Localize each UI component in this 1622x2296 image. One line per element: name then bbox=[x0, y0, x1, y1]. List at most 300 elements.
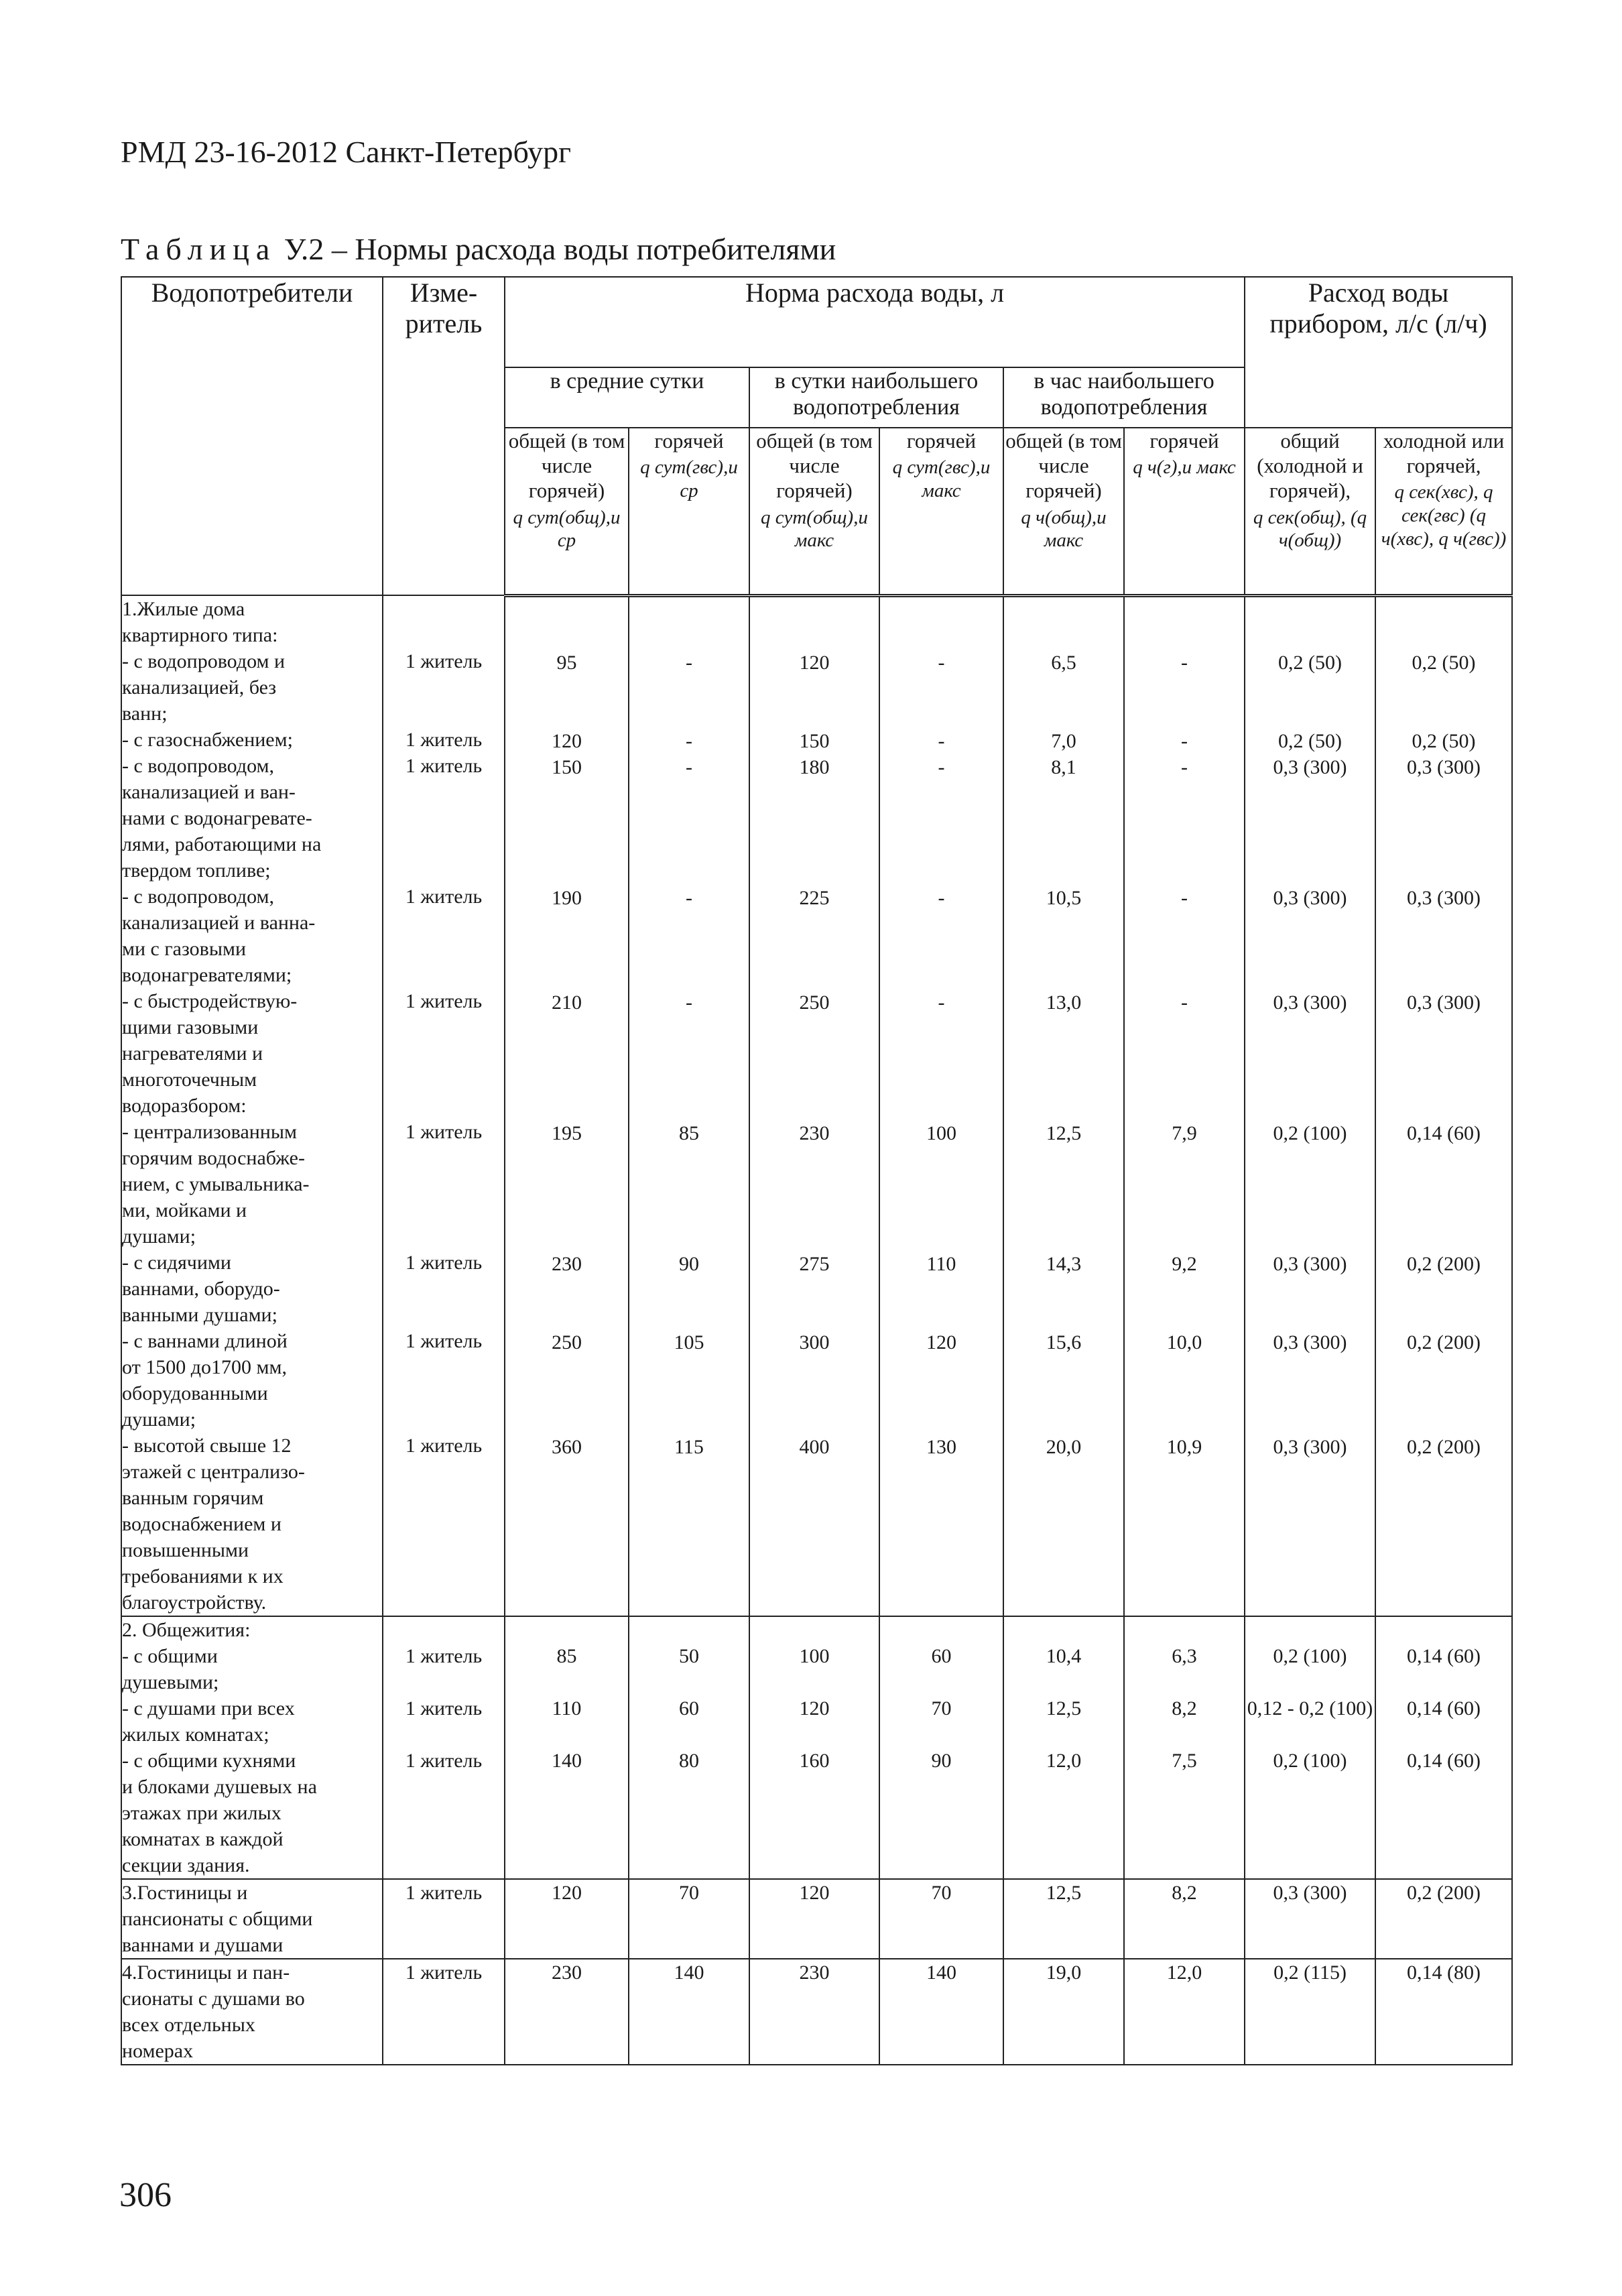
spacer bbox=[1245, 1355, 1375, 1434]
spacer bbox=[1376, 1146, 1511, 1251]
norm-value: 8,2 bbox=[1172, 1882, 1197, 1904]
norm-value: 230 bbox=[552, 1252, 582, 1275]
value-cell bbox=[1124, 595, 1245, 1616]
spacer bbox=[750, 1669, 879, 1695]
spacer bbox=[1125, 1617, 1244, 1643]
spacer bbox=[1245, 676, 1375, 728]
spacer bbox=[383, 1145, 504, 1250]
norm-value: 95 bbox=[556, 651, 577, 674]
consumer-line: этажах при жилых bbox=[122, 1802, 282, 1824]
spacer bbox=[750, 1721, 879, 1748]
norm-value: 80 bbox=[679, 1750, 699, 1772]
value-cell bbox=[1124, 1959, 1245, 2065]
norm-value: 0,2 (200) bbox=[1407, 1435, 1481, 1458]
spacer bbox=[1125, 780, 1244, 885]
spacer bbox=[1004, 1277, 1123, 1329]
spacer bbox=[750, 676, 879, 728]
norm-value: - bbox=[1181, 729, 1188, 752]
consumer-line: водонагревателями; bbox=[122, 964, 292, 986]
value-cell bbox=[879, 595, 1003, 1616]
norm-value: - bbox=[686, 729, 692, 752]
norm-value: - bbox=[1181, 756, 1188, 778]
sym-hour-hot: q ч(г),u макс bbox=[1133, 457, 1236, 479]
meter-value: 1 житель bbox=[405, 990, 483, 1012]
consumer-line: - высотой свыше 12 bbox=[122, 1435, 292, 1457]
norm-value: - bbox=[938, 756, 945, 778]
spacer bbox=[1245, 1617, 1375, 1643]
norm-value: - bbox=[938, 991, 945, 1014]
spacer bbox=[880, 1721, 1003, 1748]
consumer-line: секции здания. bbox=[122, 1854, 250, 1876]
norm-value: 70 bbox=[679, 1882, 699, 1904]
norm-value: 230 bbox=[799, 1122, 830, 1144]
spacer bbox=[505, 1277, 628, 1329]
norm-value: - bbox=[1181, 991, 1188, 1014]
spacer bbox=[505, 1721, 628, 1748]
meter-cell bbox=[383, 595, 505, 1616]
spacer bbox=[750, 597, 879, 650]
norm-value: 0,14 (80) bbox=[1407, 1961, 1481, 1984]
table-body bbox=[121, 595, 1512, 2065]
consumer-line: лями, работающими на bbox=[122, 833, 322, 855]
spacer bbox=[383, 779, 504, 884]
norm-value: 0,3 (300) bbox=[1273, 991, 1347, 1014]
spacer bbox=[1376, 1617, 1511, 1643]
value-cell bbox=[1124, 1616, 1245, 1879]
norm-value: 15,6 bbox=[1046, 1331, 1082, 1353]
col-device-group: Расход воды прибором, л/с (л/ч) bbox=[1245, 277, 1512, 428]
spacer bbox=[880, 1146, 1003, 1251]
consumer-line: душами; bbox=[122, 1225, 196, 1248]
sym-maxday-hot: q сут(гвс),u макс bbox=[892, 457, 991, 501]
spacer bbox=[1245, 1146, 1375, 1251]
norm-value: 19,0 bbox=[1046, 1961, 1082, 1984]
norm-value: 105 bbox=[674, 1331, 704, 1353]
value-cell bbox=[1375, 1959, 1512, 2065]
norm-value: 0,3 (300) bbox=[1273, 1331, 1347, 1353]
spacer bbox=[1245, 1277, 1375, 1329]
spacer bbox=[629, 911, 749, 989]
norm-value: 0,14 (60) bbox=[1407, 1645, 1481, 1667]
value-cell bbox=[1375, 1616, 1512, 1879]
norm-value: 360 bbox=[552, 1435, 582, 1458]
meter-cell bbox=[383, 1616, 505, 1879]
norm-value: 210 bbox=[552, 991, 582, 1014]
consumer-line: - с водопроводом, bbox=[122, 755, 274, 777]
value-cell bbox=[1245, 1879, 1375, 1959]
norm-value: 195 bbox=[552, 1122, 582, 1144]
spacer bbox=[750, 780, 879, 885]
norm-value: 150 bbox=[799, 729, 830, 752]
spacer bbox=[505, 1016, 628, 1120]
consumer-line: горячим водоснабже- bbox=[122, 1147, 305, 1169]
spacer bbox=[750, 911, 879, 989]
col-device-total bbox=[1245, 428, 1375, 595]
col-maxday-total-label: общей (в том числе горячей) bbox=[756, 429, 873, 503]
spacer bbox=[1125, 1355, 1244, 1434]
consumer-name-cell bbox=[121, 1959, 383, 2065]
meter-value: 1 житель bbox=[405, 1961, 483, 1984]
norm-value: 0,3 (300) bbox=[1273, 1435, 1347, 1458]
consumer-line: многоточечным bbox=[122, 1069, 257, 1091]
norm-value: 130 bbox=[926, 1435, 956, 1458]
consumer-line: душами; bbox=[122, 1408, 196, 1431]
spacer bbox=[1245, 1016, 1375, 1120]
norm-value: 0,14 (60) bbox=[1407, 1750, 1481, 1772]
spacer bbox=[1004, 1016, 1123, 1120]
spacer bbox=[629, 780, 749, 885]
norm-value: - bbox=[1181, 651, 1188, 674]
norm-value: 140 bbox=[552, 1750, 582, 1772]
meter-value: 1 житель bbox=[405, 650, 483, 672]
col-maxday-total bbox=[749, 428, 879, 595]
norm-value: 50 bbox=[679, 1645, 699, 1667]
spacer bbox=[880, 1277, 1003, 1329]
norm-value: 100 bbox=[926, 1122, 956, 1144]
spacer bbox=[1245, 780, 1375, 885]
caption-label: Таблица bbox=[121, 232, 277, 266]
col-device-coldhot-label: холодной или горячей, bbox=[1383, 429, 1505, 478]
spacer bbox=[1125, 1669, 1244, 1695]
consumer-line: ваннами и душами bbox=[122, 1934, 284, 1956]
meter-value: 1 житель bbox=[405, 755, 483, 777]
spacer bbox=[1004, 1721, 1123, 1748]
spacer bbox=[1004, 676, 1123, 728]
spacer bbox=[880, 1355, 1003, 1434]
consumer-line: ми, мойками и bbox=[122, 1199, 247, 1221]
meter-value: 1 житель bbox=[405, 1435, 483, 1457]
norm-value: 13,0 bbox=[1046, 991, 1082, 1014]
spacer bbox=[1376, 1355, 1511, 1434]
spacer bbox=[383, 910, 504, 988]
spacer bbox=[383, 1617, 504, 1643]
spacer bbox=[505, 1355, 628, 1434]
consumer-line: ванными душами; bbox=[122, 1304, 277, 1326]
spacer bbox=[383, 596, 504, 648]
consumer-line: нагревателями и bbox=[122, 1042, 263, 1065]
table-row bbox=[121, 595, 1512, 1616]
norm-value: 0,2 (50) bbox=[1278, 651, 1342, 674]
norm-value: 190 bbox=[552, 886, 582, 909]
value-cell bbox=[1003, 1616, 1124, 1879]
norm-value: 230 bbox=[552, 1961, 582, 1984]
spacer bbox=[505, 676, 628, 728]
meter-value: 1 житель bbox=[405, 1882, 483, 1904]
norm-value: 0,2 (50) bbox=[1412, 729, 1476, 752]
norm-value: 0,3 (300) bbox=[1273, 756, 1347, 778]
col-hour-hot bbox=[1124, 428, 1245, 595]
value-cell bbox=[1375, 595, 1512, 1616]
consumer-name-cell bbox=[121, 1616, 383, 1879]
norm-value: 120 bbox=[799, 1697, 830, 1719]
col-device-total-label: общий (холодной и горячей), bbox=[1257, 429, 1363, 503]
spacer bbox=[1004, 911, 1123, 989]
col-avg-total-label: общей (в том числе горячей) bbox=[508, 429, 625, 503]
spacer bbox=[383, 1354, 504, 1433]
norm-value: 0,2 (100) bbox=[1273, 1645, 1347, 1667]
value-cell bbox=[749, 1616, 879, 1879]
norm-value: 250 bbox=[552, 1331, 582, 1353]
value-cell bbox=[1245, 595, 1375, 1616]
col-meter: Изме-ритель bbox=[383, 277, 505, 595]
consumer-line: - с ваннами длиной bbox=[122, 1330, 288, 1352]
meter-value: 1 житель bbox=[405, 1697, 483, 1719]
norm-value: 250 bbox=[799, 991, 830, 1014]
consumer-line: 3.Гостиницы и bbox=[122, 1882, 248, 1904]
norm-value: 70 bbox=[931, 1697, 952, 1719]
spacer bbox=[880, 676, 1003, 728]
spacer bbox=[629, 1669, 749, 1695]
norm-value: 7,0 bbox=[1051, 729, 1076, 752]
spacer bbox=[1376, 780, 1511, 885]
spacer bbox=[383, 674, 504, 727]
sym-device-total: q сек(общ), (q ч(общ)) bbox=[1253, 506, 1367, 552]
norm-value: - bbox=[938, 886, 945, 909]
value-cell bbox=[879, 1959, 1003, 2065]
norm-value: 120 bbox=[799, 1882, 830, 1904]
norm-value: 10,5 bbox=[1046, 886, 1082, 909]
spacer bbox=[505, 1146, 628, 1251]
consumer-line: душевыми; bbox=[122, 1671, 219, 1693]
consumer-line: - с быстродействую- bbox=[122, 990, 298, 1012]
norm-value: 60 bbox=[931, 1645, 952, 1667]
sym-avg-hot: q сут(гвс),u ср bbox=[640, 457, 738, 501]
col-avg-total bbox=[505, 428, 629, 595]
col-maxday-hot bbox=[879, 428, 1003, 595]
spacer bbox=[629, 1146, 749, 1251]
sym-maxday-total: q сут(общ),u макс bbox=[761, 506, 868, 552]
col-max-hour: в час наибольшего водопотребления bbox=[1003, 367, 1245, 428]
consumer-line: - с душами при всех bbox=[122, 1697, 295, 1719]
spacer bbox=[1245, 1669, 1375, 1695]
spacer bbox=[1376, 597, 1511, 650]
norm-value: 180 bbox=[799, 756, 830, 778]
consumer-line: 2. Общежития: bbox=[122, 1619, 251, 1641]
consumer-line: - с газоснабжением; bbox=[122, 729, 293, 751]
consumer-line: пансионаты с общими bbox=[122, 1908, 313, 1930]
norm-value: - bbox=[938, 651, 945, 674]
col-hour-total-label: общей (в том числе горячей) bbox=[1005, 429, 1122, 503]
spacer bbox=[1376, 1277, 1511, 1329]
norm-value: 120 bbox=[552, 729, 582, 752]
meter-value: 1 житель bbox=[405, 1252, 483, 1274]
norm-value: 6,5 bbox=[1051, 651, 1076, 674]
norm-value: 7,9 bbox=[1172, 1122, 1197, 1144]
col-consumers: Водопотребители bbox=[121, 277, 383, 595]
spacer bbox=[1125, 1721, 1244, 1748]
value-cell bbox=[629, 1959, 749, 2065]
sym-avg-total: q сут(общ),u ср bbox=[513, 506, 621, 552]
norm-value: 8,1 bbox=[1051, 756, 1076, 778]
spacer bbox=[880, 911, 1003, 989]
consumer-name-cell bbox=[121, 595, 383, 1616]
value-cell bbox=[505, 1616, 629, 1879]
meter-value: 1 житель bbox=[405, 1330, 483, 1352]
spacer bbox=[750, 1146, 879, 1251]
spacer bbox=[1376, 1721, 1511, 1748]
norm-value: 10,4 bbox=[1046, 1645, 1082, 1667]
col-maxday-hot-label: горячей bbox=[906, 429, 977, 452]
spacer bbox=[1125, 1277, 1244, 1329]
col-hour-total bbox=[1003, 428, 1124, 595]
spacer bbox=[750, 1617, 879, 1643]
consumer-line: квартирного типа: bbox=[122, 624, 278, 646]
spacer bbox=[1245, 1721, 1375, 1748]
spacer bbox=[1376, 911, 1511, 989]
norm-value: 60 bbox=[679, 1697, 699, 1719]
col-norm-group: Норма расхода воды, л bbox=[505, 277, 1245, 367]
consumer-line: номерах bbox=[122, 2040, 194, 2062]
norm-value: 140 bbox=[674, 1961, 704, 1984]
consumer-line: сионаты с душами во bbox=[122, 1988, 305, 2010]
spacer bbox=[383, 1276, 504, 1328]
norm-value: 0,3 (300) bbox=[1273, 1882, 1347, 1904]
spacer bbox=[1004, 780, 1123, 885]
meter-cell bbox=[383, 1879, 505, 1959]
value-cell bbox=[505, 595, 629, 1616]
meter-value: 1 житель bbox=[405, 1750, 483, 1772]
value-cell bbox=[749, 1879, 879, 1959]
consumer-line: ванным горячим bbox=[122, 1487, 264, 1509]
col-device-coldhot bbox=[1375, 428, 1512, 595]
page-number: 306 bbox=[119, 2176, 172, 2214]
spacer bbox=[880, 1016, 1003, 1120]
norm-value: 85 bbox=[679, 1122, 699, 1144]
consumer-line: ваннами, оборудо- bbox=[122, 1278, 280, 1300]
norm-value: 10,9 bbox=[1166, 1435, 1202, 1458]
norm-value: 14,3 bbox=[1046, 1252, 1082, 1275]
norm-value: 110 bbox=[926, 1252, 956, 1275]
value-cell bbox=[879, 1616, 1003, 1879]
col-hour-hot-label: горячей bbox=[1149, 429, 1219, 452]
norm-value: 12,0 bbox=[1046, 1750, 1082, 1772]
spacer bbox=[505, 1617, 628, 1643]
norm-value: 12,0 bbox=[1166, 1961, 1202, 1984]
spacer bbox=[1004, 1355, 1123, 1434]
norm-value: - bbox=[938, 729, 945, 752]
norm-value: 90 bbox=[679, 1252, 699, 1275]
consumer-name-cell bbox=[121, 1879, 383, 1959]
consumer-line: ванн; bbox=[122, 703, 168, 725]
consumer-line: - с сидячими bbox=[122, 1252, 231, 1274]
norm-value: 9,2 bbox=[1172, 1252, 1197, 1275]
consumer-line: благоустройству. bbox=[122, 1591, 267, 1614]
spacer bbox=[1004, 597, 1123, 650]
spacer bbox=[629, 1355, 749, 1434]
consumer-line: - с общими bbox=[122, 1645, 218, 1667]
spacer bbox=[629, 1277, 749, 1329]
spacer bbox=[1004, 1669, 1123, 1695]
consumer-line: - с водопроводом и bbox=[122, 650, 286, 672]
norm-value: 0,3 (300) bbox=[1273, 886, 1347, 909]
consumer-line: 4.Гостиницы и пан- bbox=[122, 1961, 290, 1984]
norm-value: 0,2 (115) bbox=[1273, 1961, 1347, 1984]
norm-value: 150 bbox=[552, 756, 582, 778]
spacer bbox=[383, 1669, 504, 1695]
norm-value: 12,5 bbox=[1046, 1122, 1082, 1144]
norm-value: 230 bbox=[799, 1961, 830, 1984]
value-cell bbox=[629, 1616, 749, 1879]
norm-value: 0,2 (200) bbox=[1407, 1882, 1481, 1904]
consumer-line: от 1500 до1700 мм, bbox=[122, 1356, 287, 1378]
norm-value: 12,5 bbox=[1046, 1882, 1082, 1904]
spacer bbox=[629, 1016, 749, 1120]
norm-value: 0,2 (100) bbox=[1273, 1750, 1347, 1772]
value-cell bbox=[1245, 1959, 1375, 2065]
value-cell bbox=[1245, 1616, 1375, 1879]
norm-value: 0,12 - 0,2 (100) bbox=[1247, 1697, 1373, 1719]
water-norms-table bbox=[121, 276, 1513, 2065]
norm-value: 160 bbox=[799, 1750, 830, 1772]
consumer-line: ми с газовыми bbox=[122, 938, 247, 960]
spacer bbox=[505, 780, 628, 885]
norm-value: 85 bbox=[556, 1645, 577, 1667]
sym-hour-total: q ч(общ),u макс bbox=[1021, 506, 1107, 552]
norm-value: 0,2 (200) bbox=[1407, 1331, 1481, 1353]
norm-value: 10,0 bbox=[1166, 1331, 1202, 1353]
spacer bbox=[1245, 911, 1375, 989]
norm-value: 12,5 bbox=[1046, 1697, 1082, 1719]
norm-value: 0,3 (300) bbox=[1407, 991, 1481, 1014]
spacer bbox=[750, 1016, 879, 1120]
consumer-line: - централизованным bbox=[122, 1121, 298, 1143]
spacer bbox=[629, 597, 749, 650]
spacer bbox=[880, 1617, 1003, 1643]
consumer-line: - с общими кухнями bbox=[122, 1750, 296, 1772]
norm-value: 7,5 bbox=[1172, 1750, 1197, 1772]
norm-value: 275 bbox=[799, 1252, 830, 1275]
spacer bbox=[629, 1617, 749, 1643]
spacer bbox=[1376, 1016, 1511, 1120]
spacer bbox=[1004, 1146, 1123, 1251]
norm-value: 0,2 (50) bbox=[1412, 651, 1476, 674]
spacer bbox=[629, 676, 749, 728]
norm-value: 0,14 (60) bbox=[1407, 1122, 1481, 1144]
table-row bbox=[121, 1959, 1512, 2065]
spacer bbox=[629, 1721, 749, 1748]
norm-value: 0,3 (300) bbox=[1407, 886, 1481, 909]
norm-value: 0,3 (300) bbox=[1273, 1252, 1347, 1275]
norm-value: 90 bbox=[931, 1750, 952, 1772]
consumer-line: щими газовыми bbox=[122, 1016, 259, 1038]
consumer-line: всех отдельных bbox=[122, 2014, 255, 2036]
value-cell bbox=[505, 1879, 629, 1959]
consumer-line: и блоками душевых на bbox=[122, 1776, 317, 1798]
norm-value: - bbox=[1181, 886, 1188, 909]
norm-value: 120 bbox=[799, 651, 830, 674]
spacer bbox=[505, 1669, 628, 1695]
consumer-line: жилых комнатах; bbox=[122, 1724, 269, 1746]
spacer bbox=[383, 1721, 504, 1748]
consumer-line: водоразбором: bbox=[122, 1095, 247, 1117]
consumer-line: канализацией, без bbox=[122, 676, 277, 699]
norm-value: 6,3 bbox=[1172, 1645, 1197, 1667]
value-cell bbox=[505, 1959, 629, 2065]
norm-value: 115 bbox=[674, 1435, 704, 1458]
consumer-line: комнатах в каждой bbox=[122, 1828, 284, 1850]
meter-value: 1 житель bbox=[405, 1645, 483, 1667]
table-row bbox=[121, 1879, 1512, 1959]
norm-value: 0,14 (60) bbox=[1407, 1697, 1481, 1719]
norm-value: 8,2 bbox=[1172, 1697, 1197, 1719]
spacer bbox=[1376, 1669, 1511, 1695]
consumer-line: водоснабжением и bbox=[122, 1513, 282, 1535]
norm-value: 225 bbox=[799, 886, 830, 909]
norm-value: - bbox=[686, 991, 692, 1014]
spacer bbox=[1125, 676, 1244, 728]
spacer bbox=[1125, 597, 1244, 650]
meter-value: 1 житель bbox=[405, 886, 483, 908]
